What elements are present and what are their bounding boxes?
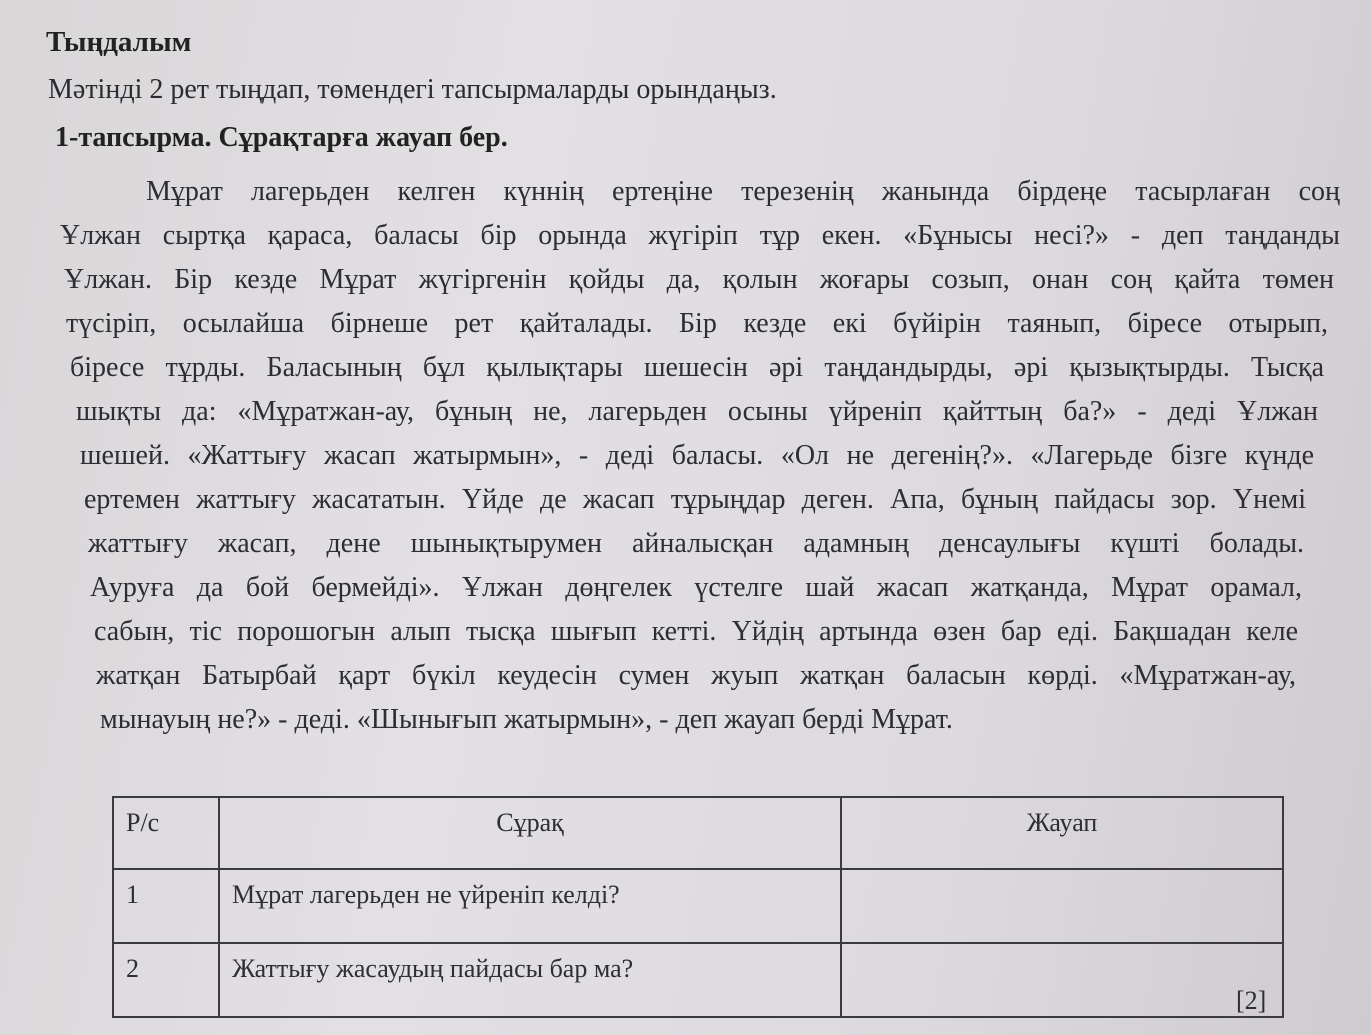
text-line: мынауың не?» - деді. «Шынығып жатырмын», - деп жауап берді Мұрат. — [100, 704, 953, 735]
answer-cell[interactable] — [841, 943, 1283, 1017]
text-line: Ұлжан. Бір кезде Мұрат жүгіргенін қойды да, қолын жоғары созып, онан соң қайта төмен — [64, 264, 1334, 295]
text-line: біресе тұрды. Баласының бұл қылықтары шешесін әрі таңдандырды, әрі қызықтырды. Тысқа — [70, 352, 1324, 383]
section-title: Тыңдалым — [46, 26, 192, 58]
task-title: 1-тапсырма. Сұрақтарға жауап бер. — [55, 122, 508, 153]
row-question: Жаттығу жасаудың пайдасы бар ма? — [219, 943, 841, 1017]
row-question: Мұрат лагерьден не үйреніп келді? — [219, 869, 841, 943]
text-line: шешей. «Жаттығу жасап жатырмын», - деді баласы. «Ол не дегенің?». «Лагерьде бізге күнде — [80, 440, 1314, 471]
questions-table-wrapper — [112, 796, 1284, 994]
text-line: Мұрат лагерьден келген күннің ертеңіне терезенің жанында бірдеңе тасырлаған соң — [146, 176, 1340, 207]
header-number: Р/с — [113, 797, 219, 869]
story-text — [60, 170, 1340, 742]
questions-table — [112, 796, 1284, 1018]
text-line: түсіріп, осылайша бірнеше рет қайталады. Бір кезде екі бүйірін таянып, біресе отырып, — [66, 308, 1328, 339]
score-mark: [2] — [1236, 986, 1267, 1015]
row-number: 2 — [113, 943, 219, 1017]
text-line: Ауруға да бой бермейді». Ұлжан дөңгелек үстелге шай жасап жатқанда, Мұрат орамал, — [90, 572, 1302, 603]
text-line: ертемен жаттығу жасататын. Үйде де жасап тұрыңдар деген. Апа, бұның пайдасы зор. Үнемі — [84, 484, 1306, 515]
row-number: 1 — [113, 869, 219, 943]
text-line: Ұлжан сыртқа қараса, баласы бір орында жүгіріп тұр екен. «Бұнысы несі?» - деп таңданды — [60, 220, 1340, 251]
instruction-text: Мәтінді 2 рет тыңдап, төмендегі тапсырмаларды орындаңыз. — [48, 74, 777, 105]
header-question: Сұрақ — [219, 797, 841, 869]
table-row — [113, 869, 1283, 943]
text-line: жаттығу жасап, дене шынықтырумен айналысқан адамның денсаулығы күшті болады. — [88, 528, 1304, 559]
text-line: шықты да: «Мұратжан-ау, бұның не, лагерьден осыны үйреніп қайттың ба?» - деді Ұлжан — [76, 396, 1318, 427]
header-answer: Жауап — [841, 797, 1283, 869]
answer-cell[interactable] — [841, 869, 1283, 943]
table-row — [113, 943, 1283, 1017]
text-line: жатқан Батырбай қарт бүкіл кеудесін сумен жуып жатқан баласын көрді. «Мұратжан-ау, — [96, 660, 1296, 691]
text-line: сабын, тіс порошогын алып тысқа шығып кетті. Үйдің артында өзен бар еді. Бақшадан келе — [94, 616, 1298, 647]
table-header-row — [113, 797, 1283, 869]
